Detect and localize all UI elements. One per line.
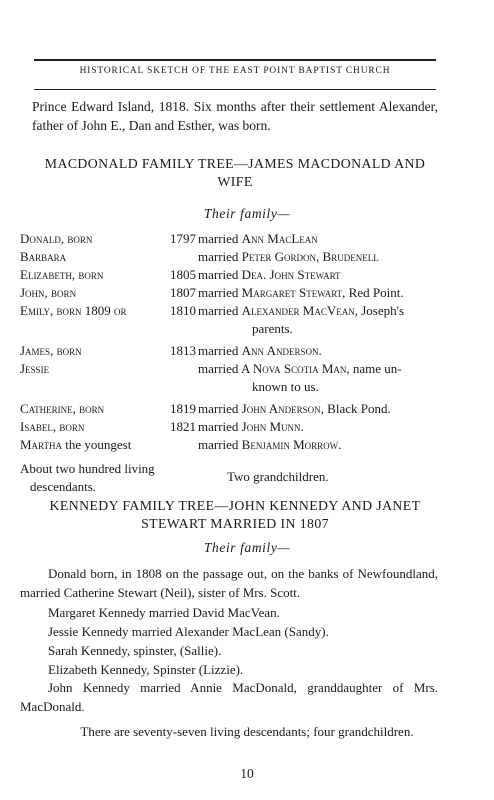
family-row [20, 400, 460, 418]
married-word: married [198, 285, 239, 300]
running-title: HISTORICAL SKETCH OF THE EAST POINT BAPTIST CHURCH [79, 66, 391, 76]
kennedy-title-line2: STEWART MARRIED IN 1807 [141, 516, 329, 531]
kennedy-john-paragraph: John Kennedy married Annie MacDonald, granddaughter of Mrs. MacDonald. [20, 680, 438, 714]
married-word: married [198, 231, 239, 246]
kennedy-member-line: Jessie Kennedy married Alexander MacLean (Sandy). [48, 624, 329, 639]
spouse-info [198, 302, 460, 320]
spouse-name: John Anderson [241, 401, 321, 416]
grandchildren-note: Two grandchildren. [227, 469, 329, 484]
married-word: married [198, 303, 239, 318]
macdonald-subheading: Their family— [203, 206, 291, 221]
spouse-info [198, 418, 460, 436]
family-row [20, 418, 460, 436]
spouse-name: Ann Anderson. [241, 343, 322, 358]
member-name [20, 436, 160, 454]
continuation-line: known to us. [252, 379, 319, 394]
member-name: Catherine, born [20, 401, 105, 416]
married-word: married [198, 249, 239, 264]
spouse-name: Peter Gordon, Brudenell [241, 249, 379, 264]
birth-year: 1821 [170, 419, 196, 434]
descendants-line1: About two hundred living [20, 461, 155, 476]
member-name-note: the youngest [62, 437, 132, 452]
birth-year: 1805 [170, 267, 196, 282]
kennedy-descendants-note: There are seventy-seven living descendants; four grandchildren. [80, 724, 414, 739]
spouse-info [198, 342, 460, 360]
married-word: married [198, 401, 239, 416]
spouse-info [198, 266, 460, 284]
macdonald-title-line1: MACDONALD FAMILY TREE—JAMES MACDONALD AND [44, 156, 426, 171]
spouse-info [198, 248, 460, 266]
member-name: John, born [20, 285, 77, 300]
married-word: married [198, 419, 239, 434]
kennedy-title-line1: KENNEDY FAMILY TREE—JOHN KENNEDY AND JANET [49, 498, 421, 513]
spouse-name: Ann MacLean [241, 231, 318, 246]
married-word: married [198, 343, 239, 358]
kennedy-member-line: Margaret Kennedy married David MacVean. [48, 605, 280, 620]
spouse-info [198, 436, 460, 454]
member-name: Isabel, born [20, 419, 85, 434]
family-row [20, 248, 460, 266]
family-row [20, 302, 460, 320]
kennedy-donald-paragraph: Donald born, in 1808 on the passage out, on the banks of Newfoundland, married Catherine Stewart (Neil), sister of Mrs. Scott. [20, 566, 438, 600]
family-row [20, 230, 460, 248]
spouse-info [198, 284, 460, 302]
continuation-line: parents. [252, 321, 293, 336]
spouse-article: A [240, 361, 253, 376]
member-name: Elizabeth, born [20, 267, 104, 282]
spouse-note: , name un- [346, 361, 402, 376]
header-rule-bottom [34, 89, 436, 90]
member-name: Jessie [20, 361, 50, 376]
kennedy-subheading: Their family— [203, 540, 291, 555]
kennedy-member-line: Elizabeth Kennedy, Spinster (Lizzie). [48, 662, 244, 677]
member-name: Donald, born [20, 231, 93, 246]
kennedy-member-line: Sarah Kennedy, spinster, (Sallie). [48, 643, 222, 658]
member-name: James, born [20, 343, 82, 358]
spouse-name: Alexander MacVean [241, 303, 355, 318]
descendants-note [20, 460, 185, 496]
married-word: married [198, 437, 239, 452]
spouse-name: Dea. John Stewart [241, 267, 341, 282]
birth-year: 1810 [170, 303, 196, 318]
family-row [20, 266, 460, 284]
spouse-info [198, 230, 460, 248]
family-row [20, 436, 460, 454]
intro-paragraph: Prince Edward Island, 1818. Six months after their settlement Alexander, father of John E., Dan and Esther, was born. [32, 99, 438, 133]
birth-year: 1797 [170, 231, 196, 246]
married-word: married [198, 267, 239, 282]
birth-year: 1813 [170, 343, 196, 358]
member-name: Barbara [20, 249, 67, 264]
spouse-name: John Munn. [241, 419, 304, 434]
spouse-name: Benjamin Morrow. [241, 437, 342, 452]
descendants-line2: descendants. [30, 479, 97, 494]
spouse-name: Nova Scotia Man [252, 361, 347, 376]
family-row [20, 284, 460, 302]
page-number: 10 [240, 766, 254, 781]
spouse-name: Margaret Stewart [241, 285, 343, 300]
header-rule-top [34, 59, 436, 61]
family-row [20, 342, 460, 360]
spouse-place: , Red Point. [342, 285, 404, 300]
spouse-info [198, 400, 460, 418]
member-name: Emily, born 1809 or [20, 303, 127, 318]
birth-year: 1807 [170, 285, 196, 300]
spouse-note: , Joseph's [354, 303, 405, 318]
married-word: married [198, 361, 239, 376]
member-name-main: Martha [20, 437, 63, 452]
family-row [20, 360, 460, 378]
spouse-info [198, 360, 460, 378]
spouse-place: , Black Pond. [320, 401, 391, 416]
macdonald-title-line2: WIFE [217, 174, 253, 189]
birth-year: 1819 [170, 401, 196, 416]
